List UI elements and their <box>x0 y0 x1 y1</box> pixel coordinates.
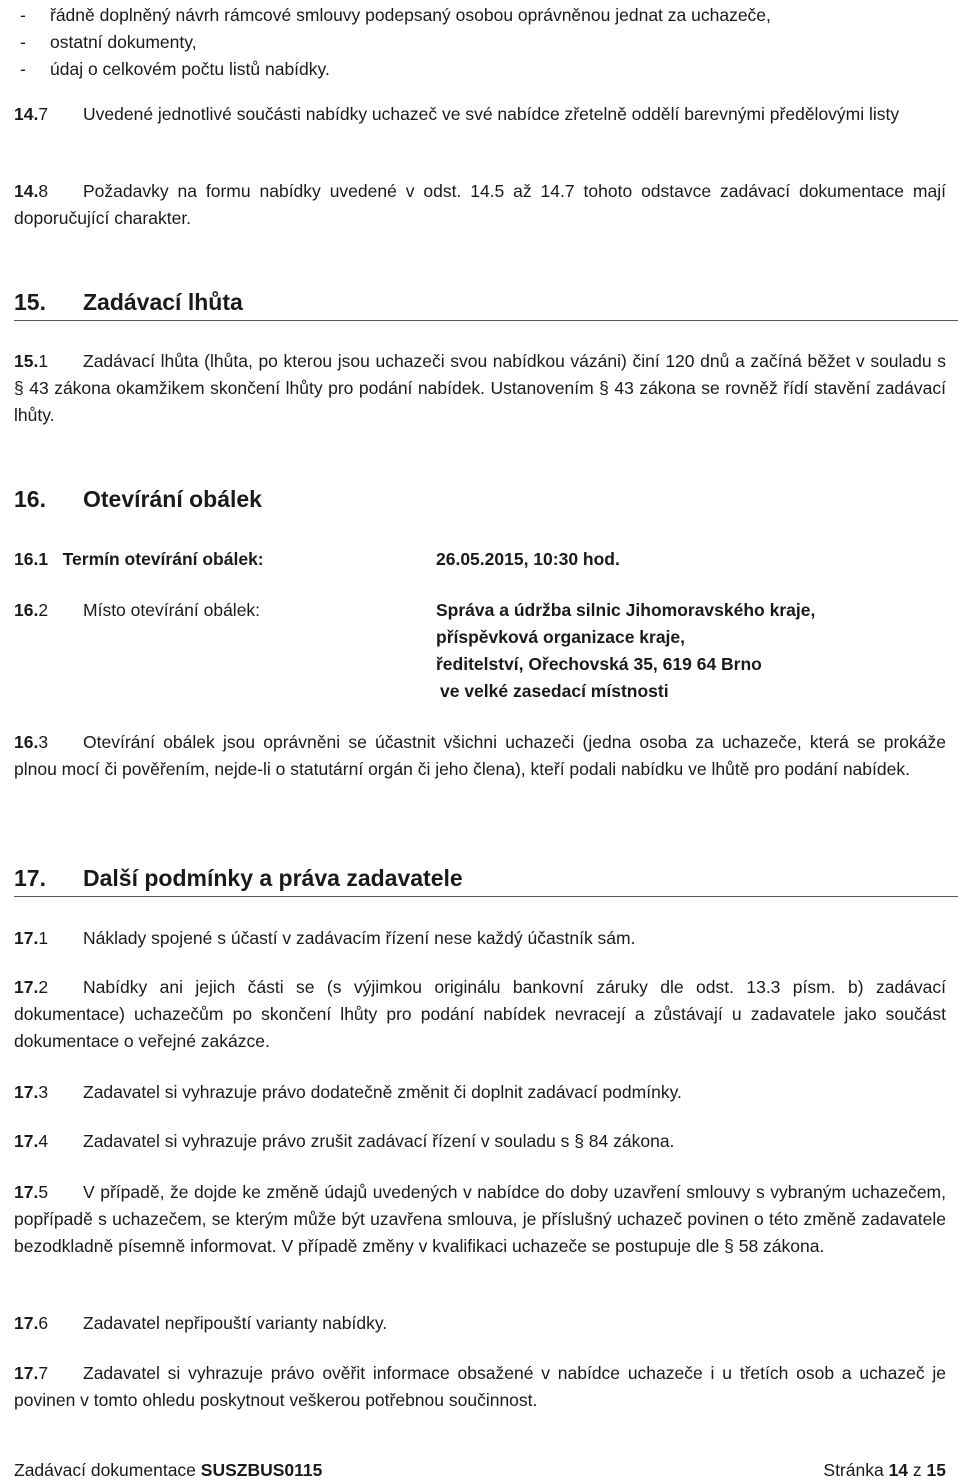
paragraph-17-4: 17.4 Zadavatel si vyhrazuje právo zrušit zadávací řízení v souladu s § 84 zákona. <box>14 1131 675 1151</box>
list-item: - údaj o celkovém počtu listů nabídky. <box>20 59 330 79</box>
paragraph-17-3: 17.3 Zadavatel si vyhrazuje právo dodatečně změnit či doplnit zadávací podmínky. <box>14 1082 682 1102</box>
paragraph-17-2: 17.2 Nabídky ani jejich části se (s výjimkou originálu bankovní záruky dle odst. 13.3 písm. b) zadávací dokumentace) uchazečům po skončení lhůty pro podání nabídek nevracejí a zůstávají u zadavatele jako součást dokumentace o veřejné zakázce. <box>14 977 946 1051</box>
paragraph-17-5: 17.5 V případě, že dojde ke změně údajů uvedených v nabídce do doby uzavření smlouvy s vybraným uchazečem, popřípadě s uchazečem, se kterým může být uzavřena smlouva, je příslušný uchazeč povinen o této změně zadavatele bezodkladně písemně informovat. V případě změny v kvalifikaci uchazeče se postupuje dle § 58 zákona. <box>14 1182 946 1256</box>
opening-place-row: 16.2 Místo otevírání obálek: Správa a údržba silnic Jihomoravského kraje, příspěvková organizace kraje, ředitelství, Ořechovská 35, 619 64 Brno ve velké zasedací místnosti <box>14 600 816 701</box>
paragraph-14-8: 14.8 Požadavky na formu nabídky uvedené v odst. 14.5 až 14.7 tohoto odstavce zadávací dokumentace mají doporučující charakter. <box>14 181 946 228</box>
list-item: - řádně doplněný návrh rámcové smlouvy podepsaný osobou oprávněnou jednat za uchazeče, <box>20 5 771 25</box>
footer-page-number: Stránka 14 z 15 <box>823 1460 946 1480</box>
section-heading-16: 16. Otevírání obálek <box>14 486 262 512</box>
paragraph-17-6: 17.6 Zadavatel nepřipouští varianty nabídky. <box>14 1313 388 1333</box>
paragraph-14-7: 14.7 Uvedené jednotlivé součásti nabídky uchazeč ve své nabídce zřetelně oddělí barevnými předělovými listy <box>14 104 900 124</box>
paragraph-15-1: 15.1 Zadávací lhůta (lhůta, po kterou jsou uchazeči svou nabídkou vázáni) činí 120 dnů a začíná běžet v souladu s § 43 zákona okamžikem skončení lhůty pro podání nabídek. Ustanovením § 43 zákona se rovněž řídí stavění zadávací lhůty. <box>14 351 946 425</box>
paragraph-16-3: 16.3 Otevírání obálek jsou oprávněni se účastnit všichni uchazeči (jedna osoba za uchazeče, která se prokáže plnou mocí či pověřením, nejde-li o statutární orgán či jeho člena), kteří podali nabídku ve lhůtě pro podání nabídek. <box>14 732 946 779</box>
section-heading-17: 17. Další podmínky a práva zadavatele <box>14 865 958 897</box>
section-heading-15: 15. Zadávací lhůta <box>14 289 958 321</box>
list-item: - ostatní dokumenty, <box>20 32 197 52</box>
paragraph-17-7: 17.7 Zadavatel si vyhrazuje právo ověřit informace obsažené v nabídce uchazeče i u třetích osob a uchazeč je povinen v tomto ohledu poskytnout veškerou potřebnou součinnost. <box>14 1363 946 1410</box>
page-footer <box>14 1460 946 1481</box>
footer-doc-title: Zadávací dokumentace SUSZBUS0115 <box>14 1460 323 1480</box>
paragraph-17-1: 17.1 Náklady spojené s účastí v zadávacím řízení nese každý účastník sám. <box>14 928 636 948</box>
